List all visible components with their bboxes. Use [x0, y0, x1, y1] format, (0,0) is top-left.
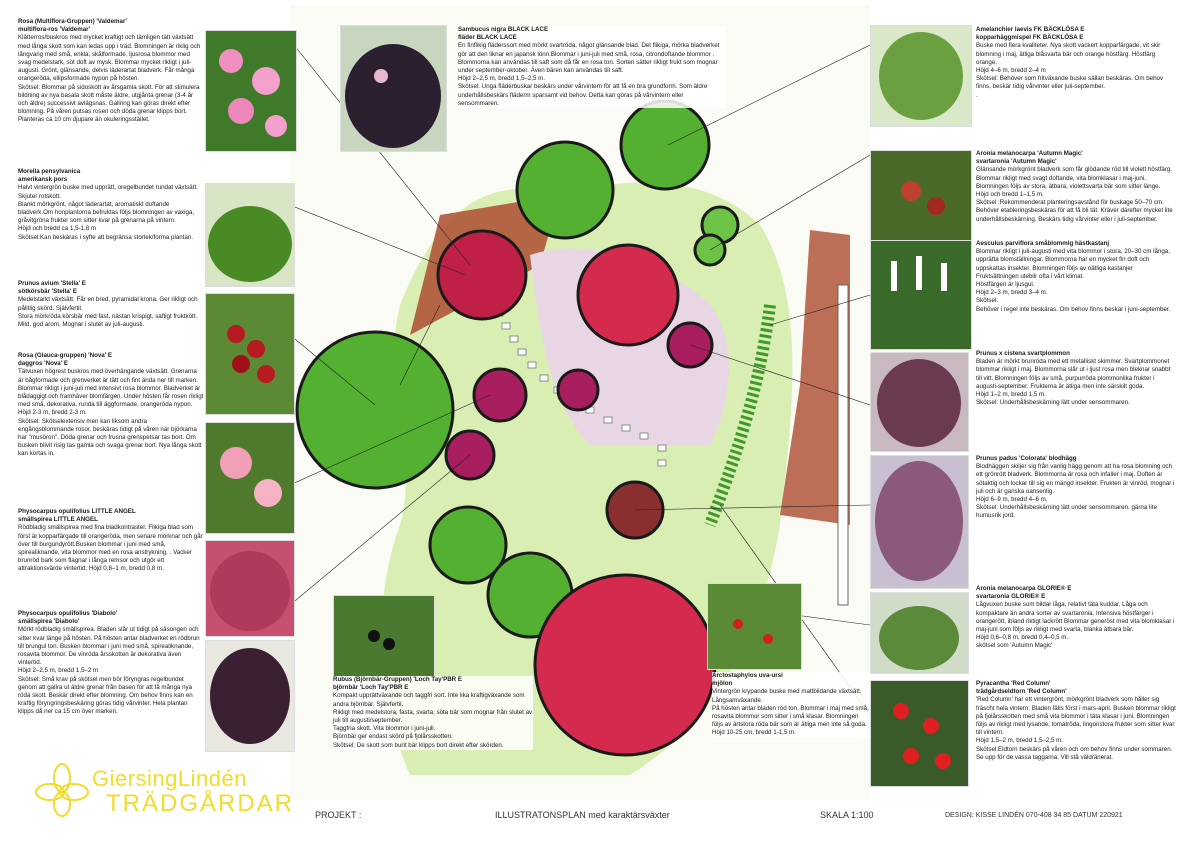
plant-title: Morella pensylvanica amerikansk pors [18, 168, 81, 184]
plant-body: Rödbladig smällspirea med fina bladkontraster. Flikiga blad som först är kopparfärgade till orangeröda, men senare mörknar och går över till burgundyrött.Busken blommar i juni med små, spirealiknande, vita blommor med en rosa anstrykning. . Vacker brunröd bark som flagnar i långa remsor och utgör ett attraktionsvärde vintertid. Höjd 0,8–1 m, bredd 0,8 m. [18, 524, 203, 573]
plant-title: Aronia melanocarpa 'Autumn Magic' svartaronia 'Autumn Magic' [976, 150, 1083, 166]
plant-desc-aronia-autumn-magic [976, 150, 1176, 224]
photo-physocarpus-diabolo [205, 640, 295, 752]
plant-desc-diabolo [18, 610, 204, 716]
company-logo [32, 760, 295, 830]
photo-rosa-valdemar [205, 30, 297, 152]
plant-title: Prunus x cistena svartplommon [976, 350, 1070, 357]
plant-title: Amelanchier laevis FK BÄCKLÖSA E kopparhäggmispel FK BÄCKLÖSA E [976, 26, 1085, 42]
plant-body: En finflikig fläderssort med mörkt svartröda, något glänsande blad. Det flikiga, mörka bladverket gör att den liknar en japansk lönn.Blommar i juni-juli med små, rosa, citrondoftande blommor . Blommorna kan användas till saft som då får en rosa ton. Sorten sätter rikligt frukt som mognar under september-oktober. Även bären kan användas till saft. Höjd 2–2,5 m, bredd 1,5–2,5 m. Skötsel: Unga flädérbuskar beskärs under vårvintern för att få en bra grundform. Som äldre underhållsbeskärs fläderm sparsamt vid behov. Detta kan göras på vårvintern eller sensommaren. [458, 42, 720, 107]
plant-body: Blommar rikligt i juli-augusti med vita blommor i stora, 20–30 cm långa, upprätta blomställningar. Blommorna har en mycket fin doft och uppskattas insekter. Blomningen följs av oätliga kastanjer Fruktsättningen uteblir ofta i vårt klimat. Höstfärgen är ljusgul. Höjd 2–3 m, bredd 3–4 m. Skötsel: Behöver i regel inte beskäras. Om behov finns beskär i juni-september. [976, 248, 1171, 313]
shrub-magenta-3 [558, 370, 598, 410]
photo-prunus-cistena [870, 352, 969, 452]
plant-desc-amelanchier [976, 26, 1176, 100]
photo-arctostaphylos [707, 583, 802, 670]
plant-body: Lågvuxen buske som bildar låga, relativt täta kuddar. Låga och kompaktare än andra sorter av svartaronia. Intensiva höstfärger i orangerött, ibland riktigt lackrött Blommar generöst med vita blomklasar i maj-juni som följs av rikligt med svarta, blanka ätbara bär. Höjd 0,6–0,8 m, bredd 0,4–0,5 m. skötsel som 'Autumn Magic' [976, 601, 1175, 650]
plant-body: Klätterros/buskros med mycket kraftigt och tämligen tätt växtsätt med långa skott som kan ledas upp i träd. Blomningen är riklig och långvarig med små, enkla, skålformade, ljusrosa blommor med svag medelstark, söt doft av mysk. Blommar mycket rikligt i juli-augusti. Grönt, glänsande, delvis läderartat bladverk. Får många orangeröda, ellipsformade nypon på hösten. Skötsel: Blommar på sidoskott av årsgamla skott. För att stimulera bildning av nya basala skott måste äldre, utgjånta grenar (3-4 år och äldre) successivt avlägsnas. Gallring kan göras direkt efter blomning. På våren putsas rosen och döda grenar klipps bort. Planteras ca 10 cm djupare än okuleringsstället. [18, 34, 201, 124]
plant-title: Physocarpus opulifolius 'Diabolo' smällspirea 'Diabolo' [18, 610, 118, 626]
flower-logo-icon [32, 760, 92, 820]
building-wall [838, 285, 848, 605]
plant-body: Blodhäggen skiljer sig från vanlig hägg genom att ha rosa blomning och ett grönrött bladverk. Blommorna är rosa och infaller i maj. Doften är sötaktig och lockar till sig en mängd insekter. Frukten är vinröd, mognar i juli och är ganska oansenlig. Höjd 6–9 m, bredd 4–6 m. Skötsel: Underhållsbeskärning lätt under sensommaren. gärna lite humusrik jord. [976, 463, 1175, 520]
logo-text-sub: TRÄDGÅRDAR [106, 790, 295, 817]
plant-body: Tätvuxen högrest buskros med överhängande växtsätt. Grenarna är bågformade och grenverket är tätt och fint ända ner till marken. Blommar rikligt i juni-juli med intensivt rosa blommor. Bladverket är blådaggigt och framhäver blomfärgen. Under hösten får rosen rikligt med små, dekorativa, runda till äggformade, orangeröda nypon. Höjd 2-3 m, bredd 2-3 m. Skötsel: Skötselextensiv men kan liksom andra engångsblommande rosor, beskäras tidigt på våren när björkarna har "musöron". Döda grenar och frusna grenspetsar tas bort. Om busken blivit risig tas gamla och svaga grenar bort. Nya långa skott kan kortas in. [18, 368, 204, 458]
plant-body: Kompakt upprättväxande och taggfri sort. Inte lika kraftigväxande som andra björnbär. Självfertil. Rikligt med medelstora, fasta, svarta, söta bär som mognar från slutet av juli till augusti/september. Taggfria skott. Vita blommor i juni-juli. Björnbär ger endast skörd på fjolårsskotten. Skötsel; De skott som burit bär klipps bort direkt efter skörden. [333, 692, 533, 749]
plant-desc-rosa-valdemar [18, 18, 204, 124]
plant-body: Mörkt rödbladig smällspirea. Bladen slår ut tidigt på säsongen och sitter kvar länge på hösten. På hösten antar bladverket en rödbrun till brungul ton. Busken blommar i juni med små, spirealiknande, rosavita blommor. De vinröda årsskotten är dekorativa även vintertid. Höjd 2–2,5 m, bredd 1,5–2 m Skötsel: Små krav på skötsel men bör föryngras regelbundet genom att gallra ut äldre grenar från basen för att få många nya röda skott. Beskär direkt efter blomning. Om behov finns kan en kraftig föryngringsbeskäring göras tidig vårvinter. Hela plantan klipps då ner ca 15 cm över marken. [18, 626, 200, 716]
photo-pyracantha [870, 680, 969, 787]
tree-red-west [438, 231, 526, 319]
shrub-magenta-1 [474, 369, 526, 421]
design-credit: DESIGN: KISSE LINDÉN 070-408 34 85 DATUM 220921 [945, 812, 1123, 819]
photo-sambucus [340, 25, 447, 152]
plant-desc-rubus [333, 676, 533, 750]
photo-amelanchier [870, 25, 972, 127]
plant-title: Rosa (Glauca-gruppen) 'Nova' E daggros 'Nova' E [18, 352, 113, 368]
plant-body: Vintergrön krypande buske med mattbildande växtsätt. Långsamväxande. På hösten antar bladen röd ton. Blommar i maj med små, rosavita blommor som sitter i små klasar. Blomningen följs av ärtstora röda bär som är ätliga men inte så goda. Höjd 10-25 cm, bredd 1-1,5 m. [712, 688, 869, 737]
photo-prunus-avium [205, 293, 295, 415]
photo-rubus [333, 595, 435, 677]
tree-green-ne [621, 101, 709, 189]
plant-desc-prunus-padus [976, 455, 1176, 521]
plant-title: Prunus padus 'Colorata' blodhägg [976, 455, 1077, 462]
plant-body: 'Red Column' har ett vintergrönt, mörkgrönt bladverk som håller sig fräscht hela vintern. Bladen fälls först i mars-april. Busken blommar rikligt på fjolårsskotten med små vita blommor i täta klasar i juni. Blomningen följs av rikligt med lysande, tomatröda, lingonstora frukter som sitter kvar till vintern. Höjd 1,5–2 m, bredd 1,5–2,5 m. Skötsel:Eldtorn beskärs på våren och om behov finns under sommaren. Se upp för de vassa taggarna. Vill stå väldränerat. [976, 696, 1176, 761]
photo-rosa-nova [205, 422, 295, 534]
photo-physocarpus-little-angel [205, 540, 295, 637]
plant-desc-prunus-cistena [976, 350, 1176, 407]
plant-title: Pyracantha 'Red Column' trädgårdseldtorn 'Red Column' [976, 680, 1067, 696]
plant-body: Glänsande mörkgrönt bladverk som får glödande röd till violett höstfärg. Blommar rikligt med svagt doftande, vita blomklasar i maj-juni. Blomningen följs av stora, ätbara, violettsvarta bär som sitter länge. Höjd och bredd 1–1,5 m. Skötsel :Rekommenderat planteringsavstånd för buskage 50–70 cm. Behöver etableringsbeskäras för att få bli tät. Kräver därefter mycket lite underhållsbeskärning. Beskärs tidig vårvinter eller i juli-september. [976, 166, 1173, 223]
plant-desc-sambucus [458, 26, 726, 108]
plant-desc-aronia-glorie [976, 585, 1176, 651]
plant-title: Aesculus parviflora småblommig hästkastanj [976, 240, 1110, 247]
plant-title: Prunus avium 'Stella' E sötkörsbär 'Stella' E [18, 280, 86, 296]
plant-title: Physocarpus opulifolius LITTLE ANGEL smällspirea LITTLE ANGEL [18, 508, 136, 524]
plant-desc-prunus-avium [18, 280, 204, 329]
photo-morella [205, 183, 295, 287]
logo-text-name: GiersingLindén [92, 766, 247, 791]
plan-title: ILLUSTRATONSPLAN med karaktärsväxter [495, 810, 670, 820]
plant-desc-rosa-nova [18, 352, 204, 458]
plant-title: Rubus (Björnbär-Gruppen) 'Loch Tay'PBR E björnbär 'Loch Tay'PBR E [333, 676, 462, 692]
plant-body: Buske med flera kvaliteter. Nya skott vackert kopparfärgade, vit skir blomning i maj, ätliga blåsvarta bär och orange höstfärg. Höstfärg orange. Höjd 4–6 m, bredd 2–4 m Skötsel: Behöver som fritväxande buske sällan beskäras. Om behov finns, beskär tidig vårvinter eller juli-september. . [976, 42, 1164, 99]
tree-red-center [578, 245, 678, 345]
plant-title: Rosa (Multiflora-Gruppen) 'Valdemar' multiflora-ros 'Valdemar' [18, 18, 127, 34]
photo-aesculus [870, 240, 972, 350]
tree-green-large [297, 332, 453, 488]
plant-title: Aronia melanocarpa GLORIE® E svartaronia GLORIE® E [976, 585, 1072, 601]
plant-title: Sambucus nigra BLACK LACE fläder BLACK LACE [458, 26, 549, 42]
plant-desc-aesculus [976, 240, 1176, 314]
photo-prunus-padus [870, 455, 969, 589]
project-label: PROJEKT : [315, 810, 362, 820]
photo-aronia-autumn-magic [870, 150, 972, 242]
plant-body: Bladen är mörkt brunröda med ett metalliskt skimmer. Svartplommonet blommar rikligt i maj. Blommorna slår ut i ljust rosa men bleknar snabbt till vitt. Blomningen följs av små, purpurröda plommonlika frukter i augusti-september. Frukterna är ätliga men inte särskilt goda. Höjd 1–2 m, bredd 1,5 m. Skötsel: Underhållsbeskärning lätt under sensommaren. [976, 358, 1171, 407]
plant-title: Arctostaphylos uva-ursi mjölon [712, 672, 783, 688]
scale-label: SKALA 1:100 [820, 810, 874, 820]
photo-aronia-glorie [870, 592, 969, 674]
tree-red-large [535, 575, 715, 755]
tree-green-north [517, 142, 613, 238]
plant-desc-little-angel [18, 508, 204, 574]
plant-desc-morella [18, 168, 204, 242]
plant-desc-pyracantha [976, 680, 1176, 762]
plant-desc-arctostaphylos [712, 672, 870, 738]
plant-body: Halvt vintergrön buske med upprätt, oregelbundet rundat växtsätt. Skjuter rotskott. Blankt mörkgrönt, något läderartat, aromatiskt doftande bladverk.Om honplantorna befruktas följs blomningen av vaxiga, gråvitgröna frukter som sitter kvar på grenarna på vintern. Höjd och bredd ca 1,5-1,8 m Skötsel:Kan beskäras i syfte att begränsa storlek/forma plantan. [18, 184, 198, 241]
plant-body: Medelstarkt växtsätt. Får en bred, pyramidal krona. Ger rikligt och pålitlig skörd. Självfertil. Stora mörkröda körsbär med fast, nästan krispigt, saftigt fruktkött. Mild, god arom. Mognar i slutet av juli-augusti. [18, 296, 198, 328]
